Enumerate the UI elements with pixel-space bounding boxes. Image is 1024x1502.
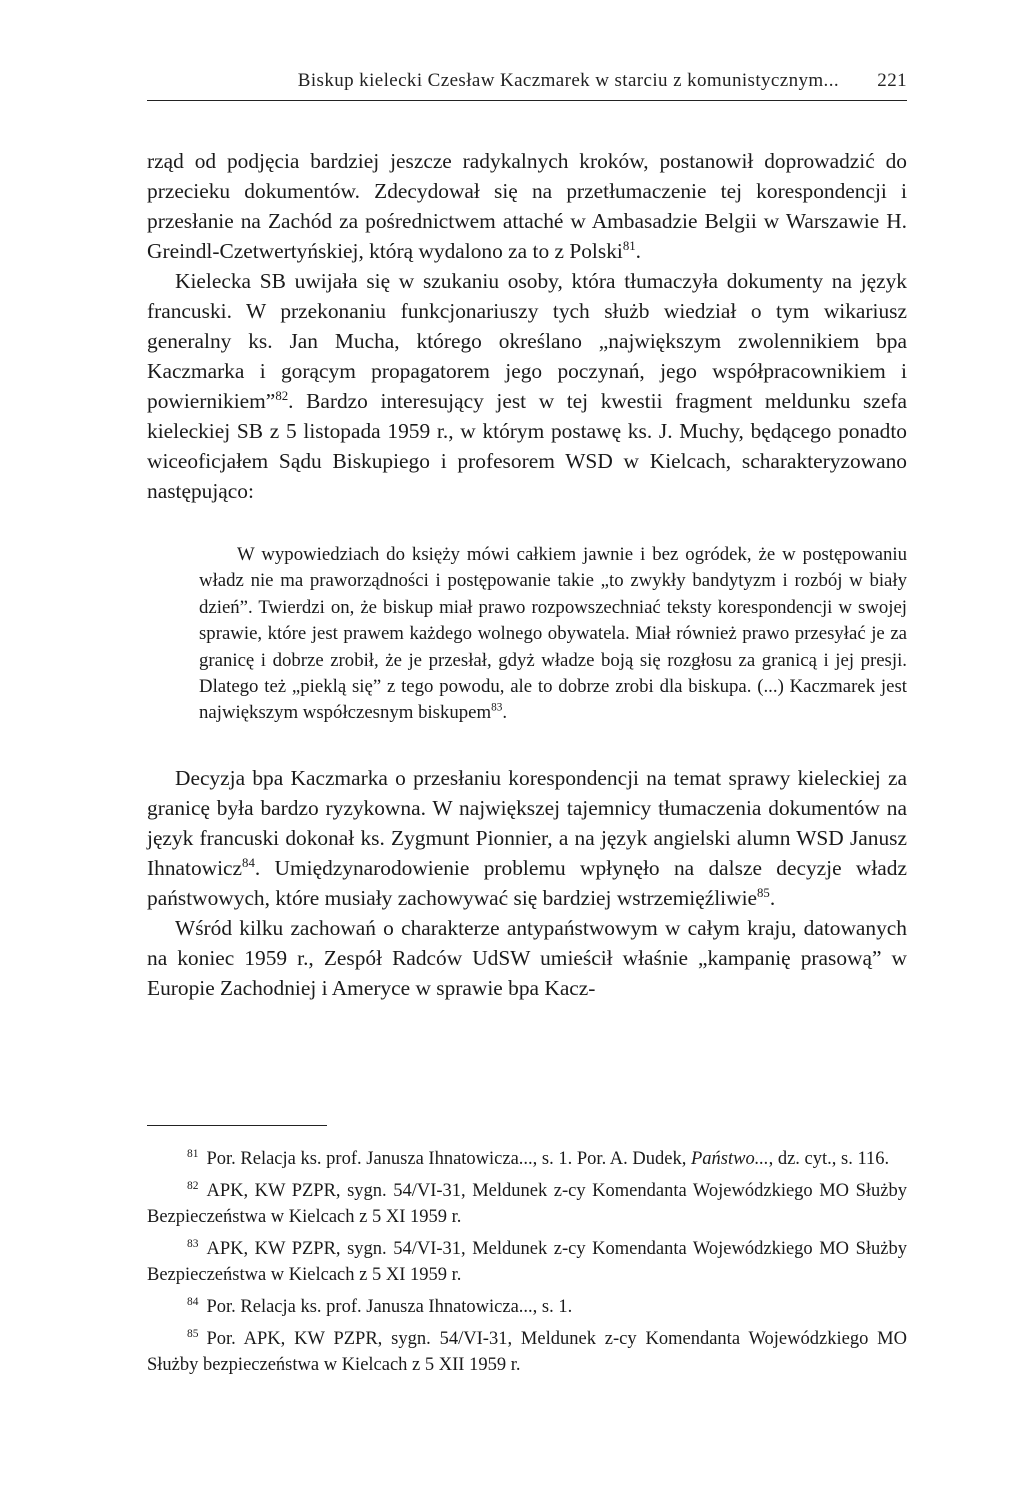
paragraph-4: Wśród kilku zachowań o charakterze antypaństwowym w całym kraju, datowanych na koniec 1959 r., Zespół Radców UdSW umieścił właśnie „kampanię prasową” w Europie Zachodniej i Ameryce w sprawie bpa Kacz- [147, 915, 907, 1000]
footnote-ref-84: 84 [242, 855, 255, 870]
footnote-84: $^{84}$ Por. Relacja ks. prof. Janusza Ihnatowicza..., s. 1. [187, 1295, 573, 1317]
footnotes [147, 1125, 907, 1384]
footnote-ref-83: 83 [491, 702, 503, 715]
footnote-ref-81: 81 [622, 238, 636, 253]
running-head [147, 70, 907, 101]
footnote-81: $^{81}$ Por. Relacja ks. prof. Janusza Ihnatowicza..., s. 1. Por. A. Dudek, Państwo..., dz. cyt., s. 116. [187, 1147, 890, 1169]
footnote-rule [147, 1125, 327, 1126]
footnote-85: $^{85}$ Por. APK, KW PZPR, sygn. 54/VI-31, Meldunek z-cy Komendanta Wojewódzkiego MO Służby bezpieczeństwa w Kielcach z 5 XII 1959 r. [147, 1327, 907, 1375]
paragraph-1: rząd od podjęcia bardziej jeszcze radykalnych kroków, postanowił doprowadzić do przecieku dokumentów. Zdecydował się na przetłumaczenie tej korespondencji i przesłanie na Zachód za pośrednictwem attaché w Ambasadzie Belgii w Warszawie H. Greindl-Czetwertyńskiej, którą wydalono za to z Polski$^{81}$. [147, 149, 907, 263]
footnote-83: $^{83}$ APK, KW PZPR, sygn. 54/VI-31, Meldunek z-cy Komendanta Wojewódzkiego MO Służby Bezpieczeństwa w Kielcach z 5 XI 1959 r. [147, 1237, 907, 1285]
running-head-title: Biskup kielecki Czesław Kaczmarek w starciu z komunistycznym... [297, 70, 839, 91]
footnote-82: $^{82}$ APK, KW PZPR, sygn. 54/VI-31, Meldunek z-cy Komendanta Wojewódzkiego MO Służby Bezpieczeństwa w Kielcach z 5 XI 1959 r. [147, 1179, 907, 1227]
block-quote: W wypowiedziach do księży mówi całkiem jawnie i bez ogródek, że w postępowaniu władz nie ma praworządności i postępowanie takie „to zwykły bandytyzm i rozbój w biały dzień”. Twierdzi on, że biskup miał prawo rozpowszechniać teksty korespondencji w swojej sprawie, które jest prawem każdego wolnego obywatela. Miał również prawo przesyłać je za granicę i dobrze zrobił, że je przesłał, gdyż władze boją się rozgłosu za granicą i jej presji. Dlatego też „pieklą się” z tego powodu, ale to dobrze zrobi dla biskupa. (...) Kaczmarek jest największym współczesnym biskupem$^{83}$. [199, 544, 907, 724]
footnote-ref-85: 85 [757, 885, 770, 900]
paragraph-2: Kielecka SB uwijała się w szukaniu osoby, która tłumaczyła dokumenty na język francuski. W przekonaniu funkcjonariuszy tych służb wiedział o tym wikariusz generalny ks. Jan Mucha, którego określano „największym zwolennikiem bpa Kaczmarka i gorącym propagatorem jego poczynań, jego współpracownikiem i powiernikiem”$^{82}$. Bardzo interesujący jest w tej kwestii fragment meldunku szefa kieleckiej SB z 5 listopada 1959 r., w którym postawę ks. J. Muchy, będącego ponadto wiceoficjałem Sądu Biskupiego i profesorem WSD w Kielcach, scharakteryzowano następująco: [147, 269, 907, 503]
page-number: 221 [877, 70, 907, 91]
paragraph-3: Decyzja bpa Kaczmarka o przesłaniu korespondencji na temat sprawy kieleckiej za granicę była bardzo ryzykowna. W największej tajemnicy tłumaczenia dokumentów na język francuski dokonał ks. Zygmunt Pionnier, a na język angielski alumn WSD Janusz Ihnatowicz$^{84}$. Umiędzynarodowienie problemu wpłynęło na dalsze decyzje władz państwowych, które musiały zachowywać się bardziej wstrzemięźliwie$^{85}$. [147, 765, 907, 910]
footnote-ref-82: 82 [275, 388, 289, 403]
main-text [147, 146, 907, 1003]
book-page [147, 70, 907, 1375]
